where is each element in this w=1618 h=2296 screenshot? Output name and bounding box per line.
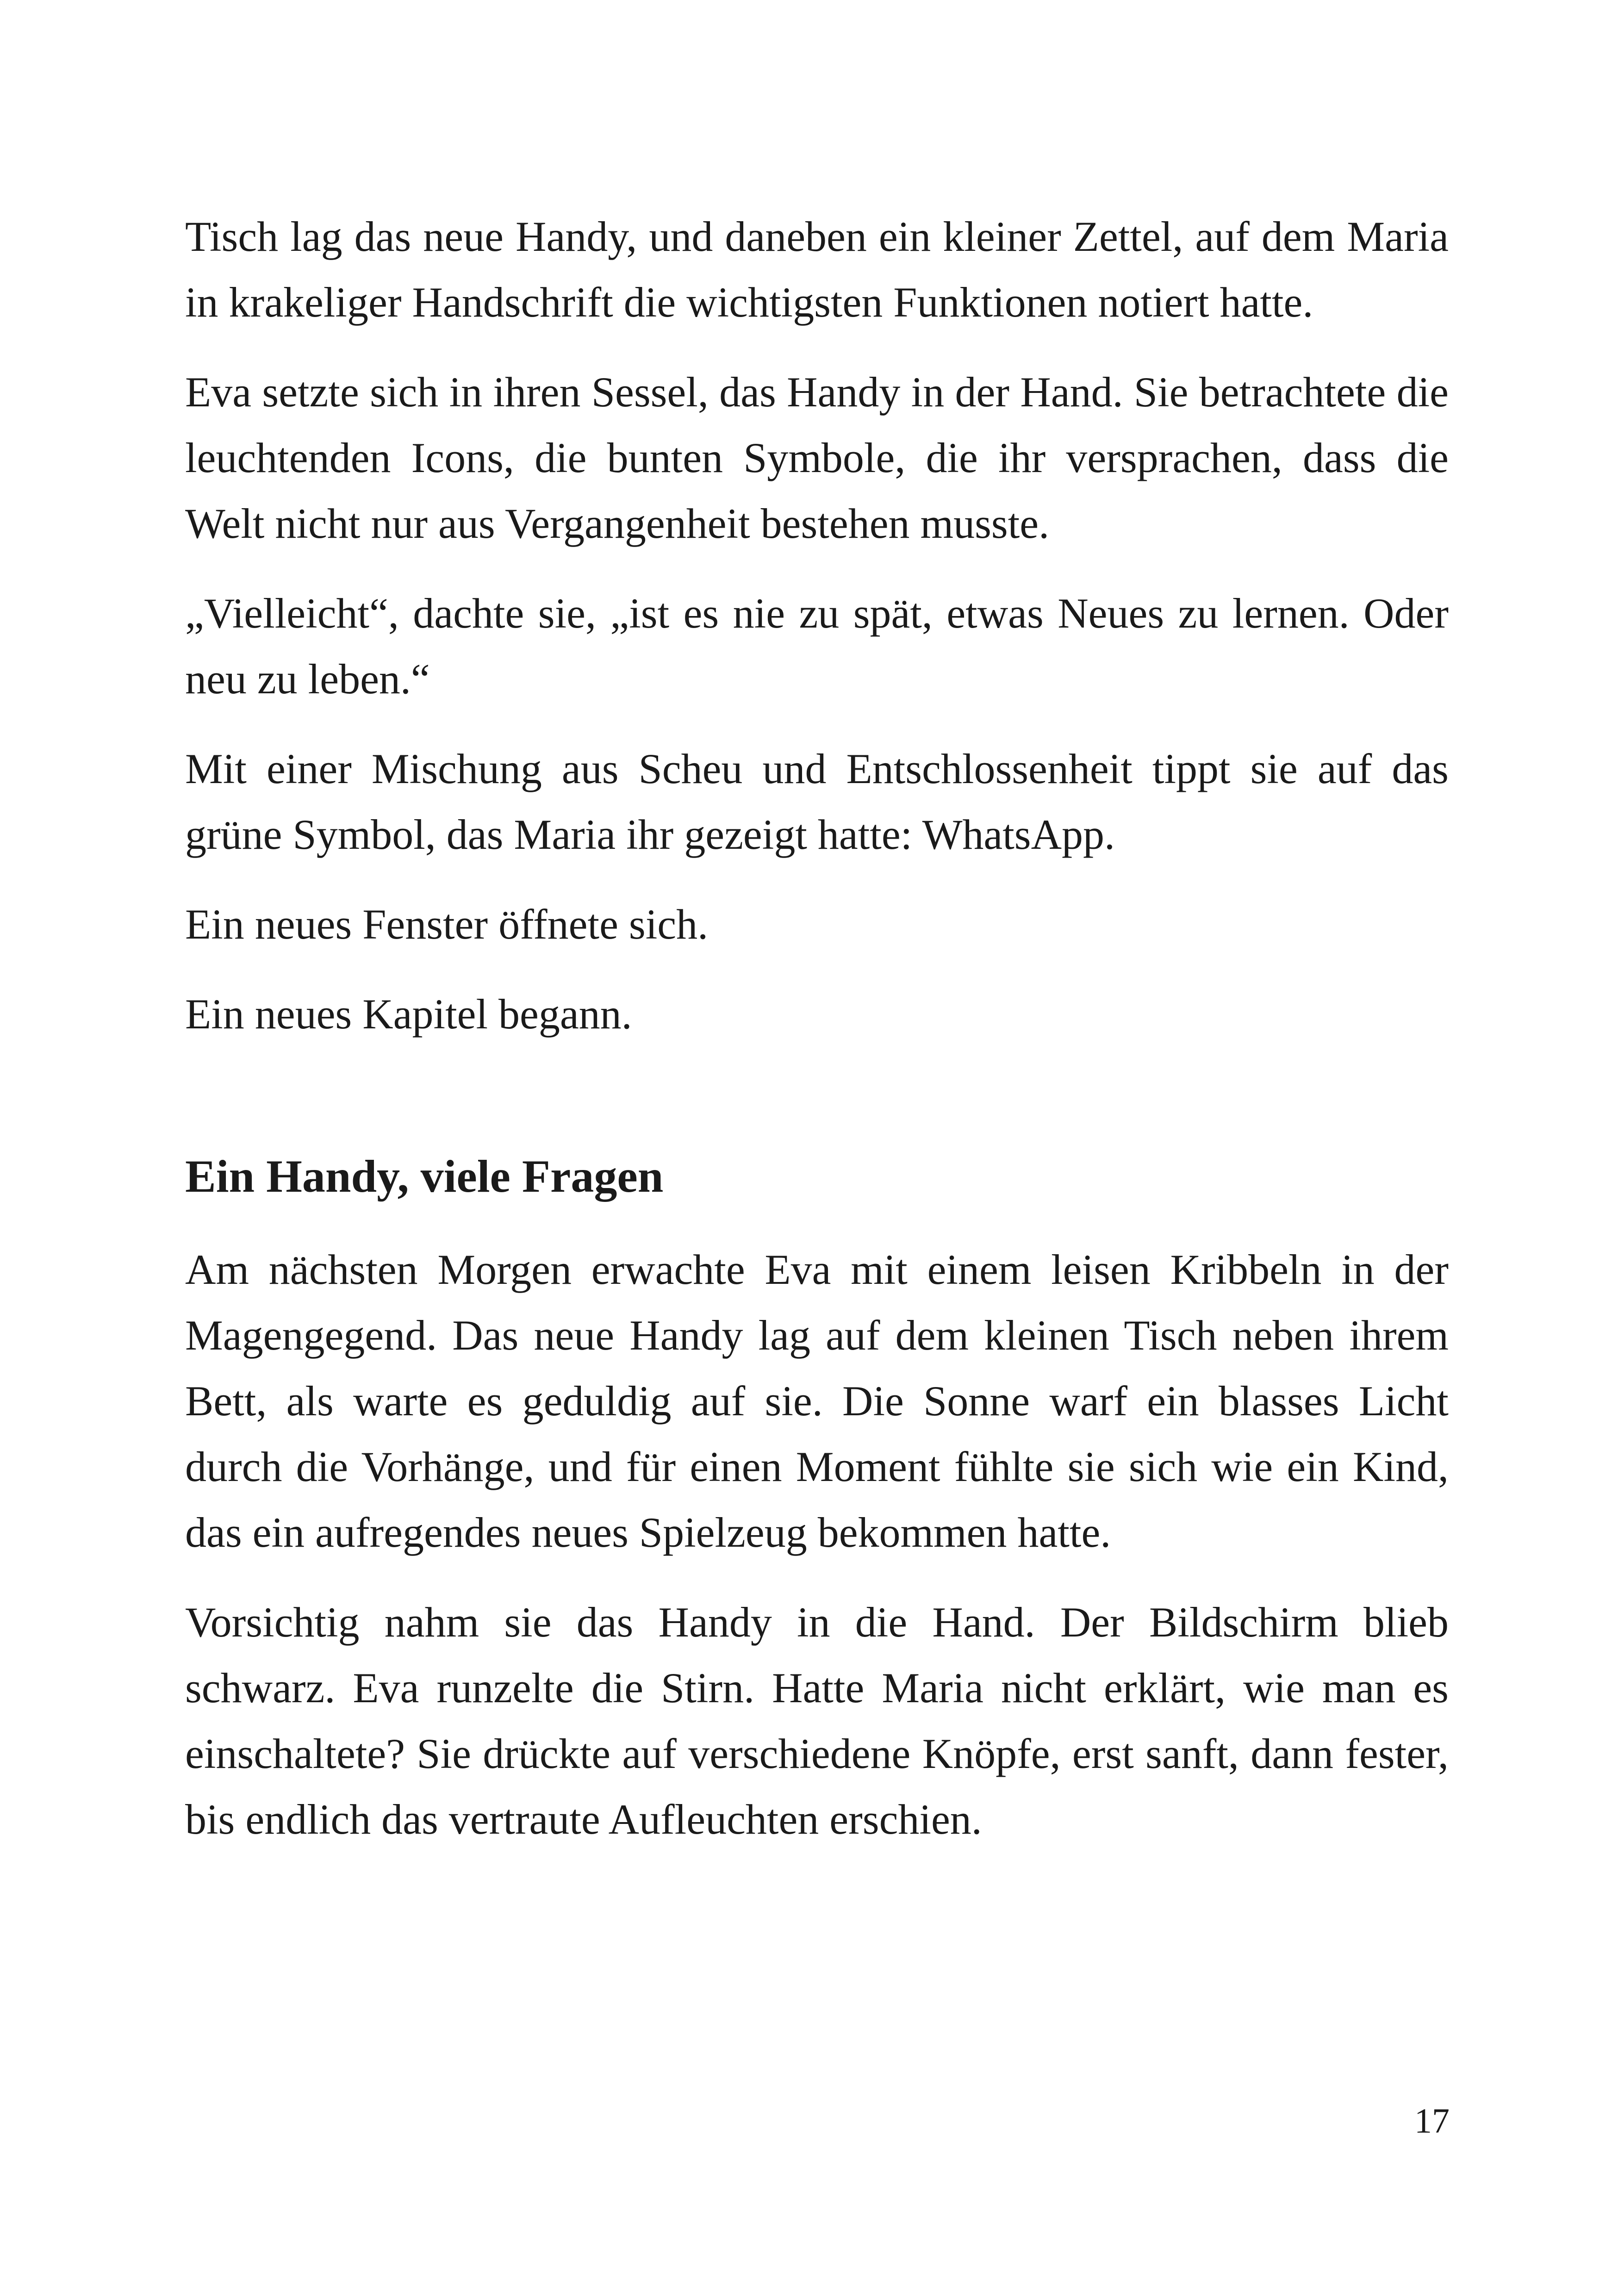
paragraph-continued: Tisch lag das neue Handy, und daneben ein kleiner Zettel, auf dem Maria in krakeliger Handschrift die wichtigsten Funktionen notiert hatte.	[185, 213, 1449, 326]
paragraph-morgen: Am nächsten Morgen erwachte Eva mit einem leisen Kribbeln in der Magengegend. Das neue Handy lag auf dem kleinen Tisch neben ihrem Bett, als warte es geduldig auf sie. Die Sonne warf ein blasses Licht durch die Vorhänge, und für einen Moment fühlte sie sich wie ein Kind, das ein aufregendes neues Spielzeug bekommen hatte.	[185, 1246, 1449, 1556]
paragraph-whatsapp: Mit einer Mischung aus Scheu und Entschlossenheit tippt sie auf das grüne Symbol, das Maria ihr gezeigt hatte: WhatsApp.	[185, 745, 1449, 858]
book-page-body	[185, 204, 1449, 1876]
paragraph-kapitel: Ein neues Kapitel begann.	[185, 990, 632, 1038]
page-number: 17	[1414, 2102, 1450, 2140]
section-heading: Ein Handy, viele Fragen	[185, 1151, 664, 1202]
paragraph-quote: „Vielleicht“, dachte sie, „ist es nie zu spät, etwas Neues zu lernen. Oder neu zu leben.“	[185, 590, 1449, 703]
paragraph-fenster: Ein neues Fenster öffnete sich.	[185, 901, 709, 948]
paragraph-vorsichtig: Vorsichtig nahm sie das Handy in die Hand. Der Bildschirm blieb schwarz. Eva runzelte die Stirn. Hatte Maria nicht erklärt, wie man es einschaltete? Sie drückte auf verschiedene Knöpfe, erst sanft, dann fester, bis endlich das vertraute Aufleuchten erschien.	[185, 1599, 1449, 1843]
paragraph-sessel: Eva setzte sich in ihren Sessel, das Handy in der Hand. Sie betrachtete die leuchtenden Icons, die bunten Symbole, die ihr versprachen, dass die Welt nicht nur aus Vergangenheit bestehen musste.	[185, 368, 1449, 547]
